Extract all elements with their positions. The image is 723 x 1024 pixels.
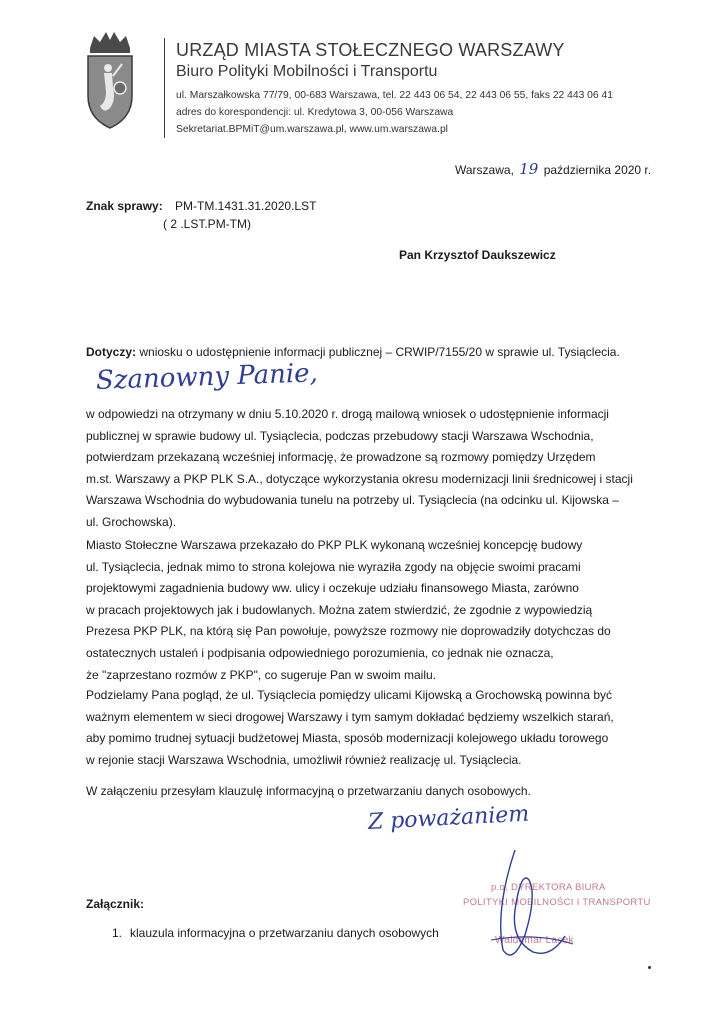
attachment-label: Załącznik: (86, 897, 145, 911)
handwritten-salutation: Szanowny Panie, (95, 358, 319, 396)
body-paragraph-2 (86, 535, 642, 686)
attachment-item (112, 926, 439, 940)
case-sub-reference: ( 2 .LST.PM-TM) (163, 217, 252, 231)
paragraph-line: w pracach projektowych jak i budowlanych. Można zatem stwierdzić, że zgodnie z wypowiedzią (86, 602, 593, 617)
official-stamp (455, 880, 651, 970)
paragraph-line: W załączeniu przesyłam klauzulę informacyjną o przetwarzaniu danych osobowych. (86, 784, 531, 798)
paragraph-line: Miasto Stołeczne Warszawa przekazało do PKP PLK wykonaną wcześniej koncepcję budowy (86, 538, 583, 552)
date-city: Warszawa, (455, 163, 514, 177)
attachment-text: klauzula informacyjna o przetwarzaniu danych osobowych (130, 926, 439, 940)
paragraph-line: Prezesa PKP PLK, na którą się Pan powołuje, powyższe rozmowy nie doprowadziły dotychczas do (86, 624, 611, 639)
paragraph-line: potwierdzam przekazaną wcześniej informację, że prowadzone są rozmowy pomiędzy Urzędem (86, 450, 596, 465)
recipient-name: Pan Krzysztof Daukszewicz (399, 248, 556, 262)
paragraph-line: m.st. Warszawy a PKP PLK S.A., dotyczące wykorzystania okresu modernizacji linii średnicowej i stacji (86, 471, 633, 486)
org-name: URZĄD MIASTA STOŁECZNEGO WARSZAWY (176, 40, 565, 60)
paragraph-line: ul. Tysiąclecia, jednak mimo to strona kolejowa nie wyraziła zgody na objęcie swoimi pracami (86, 559, 581, 574)
paragraph-line: w rejonie stacji Warszawa Wschodnia, umożliwił również realizację ul. Tysiąclecia. (86, 752, 522, 767)
warsaw-coat-of-arms-logo (82, 30, 138, 130)
handwritten-signature (455, 840, 645, 970)
subject-line (86, 345, 620, 359)
stamp-signatory: Waldemar Lasek (495, 935, 574, 946)
department-name: Biuro Polityki Mobilności i Transportu (176, 63, 438, 80)
stamp-title: p.o. DYREKTORA BIURA (491, 882, 606, 893)
paragraph-line: publicznej w sprawie budowy ul. Tysiąclecia, podczas przebudowy stacji Warszawa Wschodnia, (86, 428, 594, 443)
paragraph-line: że "zaprzestano rozmów z PKP", co sugeruje Pan w swoim mailu. (86, 667, 436, 682)
subject-text: wniosku o udostępnienie informacji publicznej – CRWIP/7155/20 w sprawie ul. Tysiąclecia. (136, 345, 620, 359)
case-label: Znak sprawy: (86, 199, 163, 213)
body-paragraph-1 (86, 404, 642, 534)
correspondence-address: adres do korespondencji: ul. Kredytowa 3, 00-056 Warszawa (176, 107, 454, 118)
paragraph-line: w odpowiedzi na otrzymany w dniu 5.10.2020 r. drogą mailową wniosek o udostępnienie informacji (86, 407, 609, 421)
paragraph-line: ostatecznych ustaleń i podpisania odpowiedniego porozumienia, co jednak nie oznacza, (86, 645, 554, 660)
paragraph-line: aby pomimo trudnej sytuacji budżetowej Miasta, sposób modernizacji kolejowego układu torowego (86, 731, 609, 746)
date-day-handwritten: 19 (519, 160, 539, 178)
case-number: PM-TM.1431.31.2020.LST (175, 199, 317, 213)
body-paragraph-3 (86, 685, 642, 771)
stamp-department: POLITYKI MOBILNOŚCI I TRANSPORTU (463, 897, 651, 908)
date-month-year: października 2020 r. (543, 163, 652, 177)
letterhead-divider (164, 38, 165, 138)
paragraph-line: ul. Grochowska). (86, 514, 177, 529)
attachment-number: 1. (112, 926, 123, 940)
paragraph-line: Warszawa Wschodnia do wybudowania tunelu na potrzeby ul. Tysiąclecia (na odcinku ul. Kijowska – (86, 493, 619, 508)
address-line: ul. Marszałkowska 77/79, 00-683 Warszawa, tel. 22 443 06 54, 22 443 06 55, faks 22 443 06 41 (176, 90, 613, 101)
paragraph-line: projektowymi zagadnienia budowy ww. ulicy i oczekuje udziału finansowego Miasta, zarówno (86, 581, 579, 596)
subject-label: Dotyczy: (86, 345, 137, 359)
contact-emails: Sekretariat.BPMiT@um.warszawa.pl, www.um.warszawa.pl (176, 124, 448, 135)
ink-dot (648, 966, 651, 969)
handwritten-closing: Z poważaniem (367, 801, 530, 835)
body-paragraph-4 (86, 781, 642, 803)
letter-date (455, 160, 651, 178)
paragraph-line: Podzielamy Pana pogląd, że ul. Tysiąclecia pomiędzy ulicami Kijowską a Grochowską powinna być (86, 688, 613, 702)
paragraph-line: ważnym elementem w sieci drogowej Warszawy i tym samym dokładać będziemy wszelkich starań, (86, 709, 614, 724)
